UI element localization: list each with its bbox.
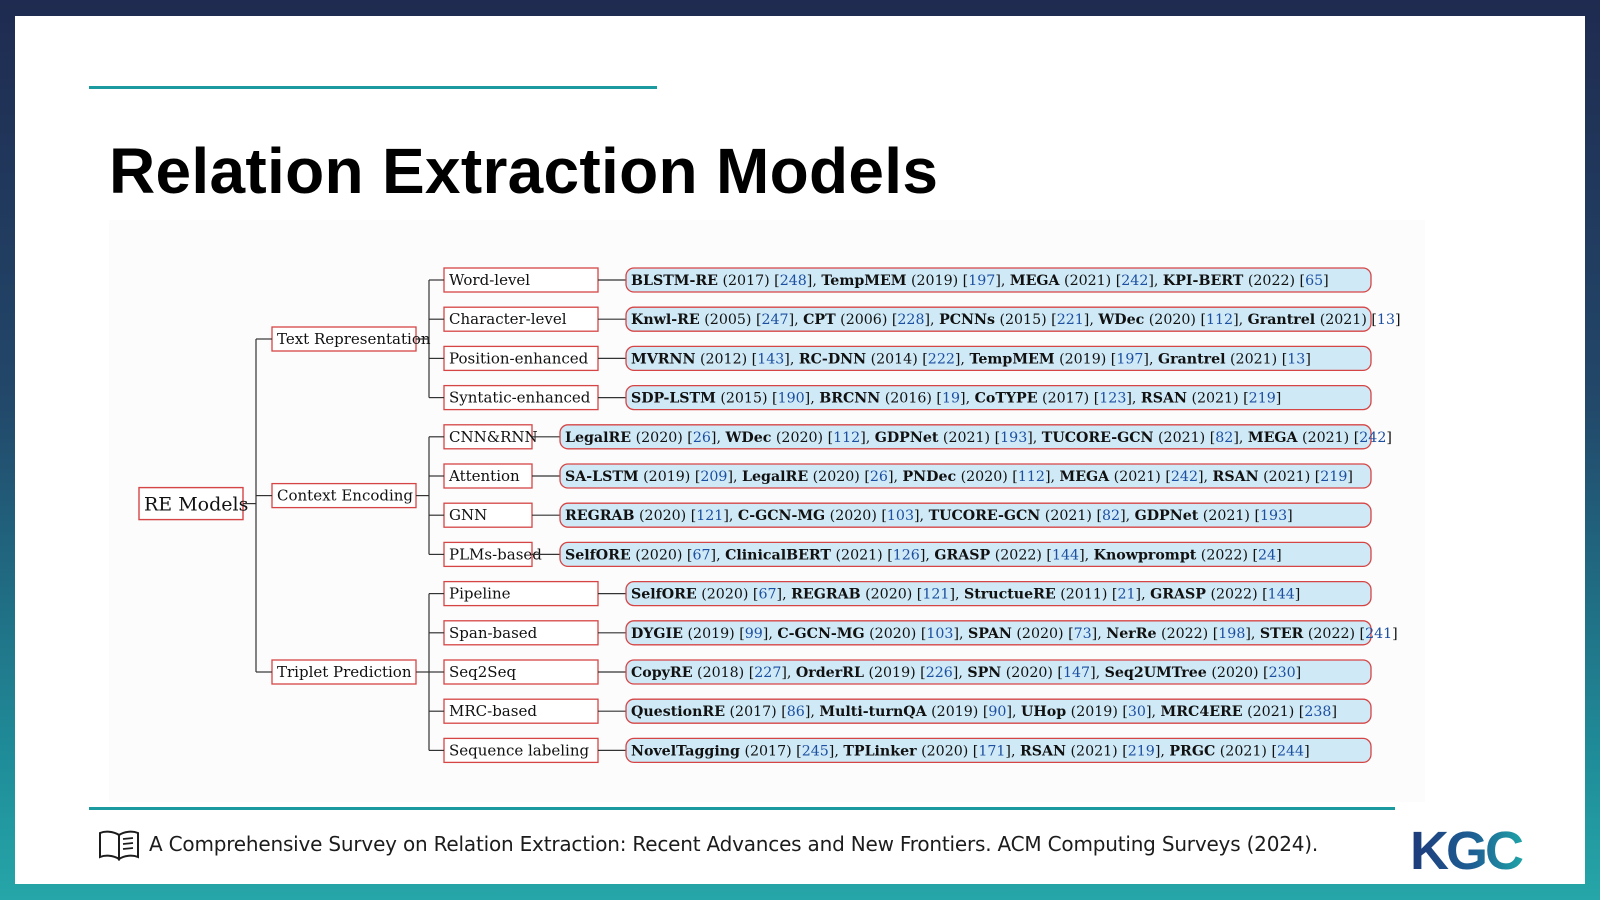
model-year: (2022) [	[1243, 273, 1306, 289]
model-year: (2019) [	[683, 625, 745, 642]
model-name: Seq2UMTree	[1104, 665, 1207, 681]
model-name: KPI-BERT	[1162, 273, 1244, 289]
model-list-node	[626, 621, 1398, 645]
model-name: PRGC	[1169, 743, 1216, 760]
subcategory-label: MRC-based	[449, 702, 537, 721]
model-list-text: DYGIE (2019) [99], C-GCN-MG (2020) [103], SPAN (2020) [73], NerRe (2022) [198], STER (2022) [241]	[631, 625, 1398, 642]
model-name: RC-DNN	[798, 351, 867, 368]
model-year: (2020) [	[771, 429, 834, 446]
model-name: OrderRL	[795, 665, 864, 681]
root-node	[139, 488, 248, 520]
citation-text: A Comprehensive Survey on Relation Extraction: Recent Advances and New Frontiers. ACM Computing Surveys (2024).	[149, 832, 1319, 856]
model-ref: 222	[927, 351, 955, 368]
model-name: STER	[1259, 625, 1304, 642]
model-year: (2019) [	[1066, 704, 1128, 721]
re-models-tree-diagram	[109, 220, 1425, 802]
model-name: DYGIE	[631, 625, 683, 642]
model-year: (2020) [	[1206, 665, 1269, 681]
model-name: Multi-turnQA	[819, 704, 927, 721]
model-ref: 103	[886, 508, 914, 525]
model-name: UHop	[1021, 704, 1067, 721]
model-list-node	[626, 582, 1371, 606]
model-ref: 248	[779, 273, 807, 289]
model-ref: 82	[1215, 429, 1234, 446]
model-ref: 67	[692, 547, 711, 564]
model-ref: 67	[758, 586, 777, 603]
model-name: WDec	[1098, 312, 1145, 329]
subcategory-node	[444, 582, 598, 606]
model-list-text: Knwl-RE (2005) [247], CPT (2006) [228], PCNNs (2015) [221], WDec (2020) [112], Grantrel (2021) [13]	[631, 312, 1401, 329]
model-ref: 226	[925, 665, 953, 681]
model-year: (2021) [	[1040, 508, 1103, 525]
model-list-text: SDP-LSTM (2015) [190], BRCNN (2016) [19], CoTYPE (2017) [123], RSAN (2021) [219]	[631, 390, 1282, 407]
model-list-node	[626, 660, 1371, 684]
category-label: Context Encoding	[277, 486, 414, 505]
model-ref: 73	[1073, 625, 1092, 642]
model-name: Grantrel	[1247, 312, 1316, 329]
model-name: SDP-LSTM	[631, 390, 716, 407]
model-year: (2020) [	[956, 469, 1018, 485]
model-year: (2017) [	[739, 743, 802, 760]
subcategory-node	[444, 268, 598, 292]
root-label: RE Models	[144, 493, 249, 516]
model-ref: 121	[696, 508, 724, 525]
model-year: (2021) [	[1242, 704, 1305, 721]
category-node	[272, 484, 416, 508]
model-name: MEGA	[1059, 469, 1110, 485]
subcategory-node	[444, 386, 598, 410]
subcategory-label: Position-enhanced	[449, 349, 589, 368]
model-ref: 26	[869, 469, 888, 485]
model-name: QuestionRE	[631, 704, 726, 721]
model-ref: 228	[897, 312, 925, 329]
model-name: MRC4ERE	[1160, 704, 1243, 721]
subcategory-label: CNN&RNN	[449, 427, 538, 446]
model-ref: 13	[1376, 312, 1395, 329]
model-name: BLSTM-RE	[631, 273, 718, 289]
model-ref: 21	[1117, 586, 1136, 603]
top-accent-rule	[89, 86, 657, 89]
model-year: (2020) [	[634, 508, 697, 525]
model-ref: 90	[988, 704, 1007, 721]
model-ref: 86	[786, 704, 805, 721]
model-name: Knowprompt	[1093, 547, 1197, 564]
slide-canvas	[15, 16, 1585, 884]
model-name: CPT	[803, 312, 836, 329]
model-year: (2022) [	[990, 547, 1052, 564]
model-list-text: LegalRE (2020) [26], WDec (2020) [112], GDPNet (2021) [193], TUCORE-GCN (2021) [82], MEGA (2021) [242]	[565, 429, 1392, 446]
subcategory-label: PLMs-based	[449, 545, 542, 564]
bottom-accent-rule	[89, 807, 1395, 810]
model-list-text: SelfORE (2020) [67], REGRAB (2020) [121], StructueRE (2011) [21], GRASP (2022) [144]	[631, 586, 1301, 603]
model-year: (2020) [	[1144, 312, 1206, 329]
model-ref: 230	[1268, 665, 1296, 681]
model-year: (2016) [	[880, 390, 942, 407]
model-year: (2019) [	[863, 665, 926, 681]
model-year: (2019) [	[906, 273, 969, 289]
model-year: (2020) [	[631, 429, 693, 446]
model-ref: 247	[761, 312, 789, 329]
model-ref: 143	[757, 351, 785, 368]
model-name: MVRNN	[631, 351, 696, 368]
model-year: (2020) [	[1011, 625, 1074, 642]
model-ref: 82	[1102, 508, 1121, 525]
subcategory-node	[444, 503, 532, 527]
model-ref: 227	[754, 665, 782, 681]
model-ref: 193	[1260, 508, 1288, 525]
model-year: (2021) [	[1315, 312, 1377, 329]
model-ref: 238	[1304, 704, 1332, 721]
model-name: TempMEM	[821, 273, 907, 289]
subcategory-label: Attention	[449, 467, 520, 485]
model-year: (2019) [	[638, 469, 701, 485]
model-ref: 144	[1051, 547, 1080, 564]
model-name: RSAN	[1140, 390, 1187, 407]
model-ref: 209	[700, 469, 728, 485]
model-list-node	[560, 503, 1371, 527]
model-ref: 219	[1320, 469, 1348, 485]
category-node	[272, 327, 431, 351]
subcategory-label: Seq2Seq	[449, 663, 517, 681]
model-name: TUCORE-GCN	[928, 508, 1041, 525]
model-year: (2018) [	[692, 665, 755, 681]
model-year: (2006) [	[835, 312, 898, 329]
model-year: (2021) [	[1258, 469, 1321, 485]
subcategory-node	[444, 699, 598, 723]
model-year: (2019) [	[926, 704, 989, 721]
model-year: (2020) [	[864, 625, 927, 642]
model-ref: 26	[692, 429, 711, 446]
model-name: GRASP	[934, 547, 991, 564]
model-year: (2014) [	[866, 351, 928, 368]
model-name: StructueRE	[964, 586, 1056, 603]
category-label: Text Representation	[277, 330, 431, 348]
category-label: Triplet Prediction	[277, 663, 412, 681]
model-ref: 219	[1248, 390, 1276, 407]
model-name: RSAN	[1019, 743, 1066, 760]
model-ref: 103	[926, 625, 954, 642]
model-name: MEGA	[1009, 273, 1060, 289]
model-name: SA-LSTM	[565, 469, 639, 485]
model-name: NovelTagging	[631, 743, 740, 760]
subcategory-label: Sequence labeling	[449, 741, 590, 760]
model-list-node	[560, 464, 1371, 488]
model-list-text: CopyRE (2018) [227], OrderRL (2019) [226], SPN (2020) [147], Seq2UMTree (2020) [230]	[631, 665, 1302, 681]
model-ref: 99	[744, 625, 763, 642]
model-year: (2019) [	[1054, 351, 1117, 368]
model-year: (2017) [	[717, 273, 780, 289]
model-ref: 147	[1062, 665, 1091, 681]
model-name: REGRAB	[565, 508, 635, 525]
model-list-node	[560, 425, 1392, 449]
model-list-text: NovelTagging (2017) [245], TPLinker (2020) [171], RSAN (2021) [219], PRGC (2021) [244]	[631, 743, 1310, 760]
subcategory-label: Character-level	[449, 310, 567, 329]
subcategory-node	[444, 660, 598, 684]
model-year: (2011) [	[1055, 586, 1118, 603]
taxonomy-figure	[109, 220, 1425, 802]
model-name: BRCNN	[819, 390, 881, 407]
model-ref: 30	[1127, 704, 1146, 721]
model-year: (2020) [	[696, 586, 759, 603]
model-year: (2021) [	[1215, 743, 1277, 760]
model-name: C-GCN-MG	[737, 508, 826, 525]
model-list-text: BLSTM-RE (2017) [248], TempMEM (2019) [197], MEGA (2021) [242], KPI-BERT (2022) [65]	[631, 273, 1329, 289]
model-list-text: SelfORE (2020) [67], ClinicalBERT (2021) [126], GRASP (2022) [144], Knowprompt (2022) [24]	[565, 547, 1282, 564]
model-list-node	[626, 699, 1371, 723]
model-name: TUCORE-GCN	[1041, 429, 1154, 446]
model-ref: 112	[833, 429, 861, 446]
model-ref: 242	[1121, 273, 1149, 289]
model-name: CopyRE	[631, 665, 693, 681]
model-year: (2015) [	[994, 312, 1057, 329]
model-year: (2021) [	[1225, 351, 1288, 368]
model-year: (2021) [	[1198, 508, 1261, 525]
subcategory-node	[444, 425, 538, 449]
model-name: SelfORE	[631, 586, 697, 603]
subcategory-label: GNN	[449, 506, 488, 525]
model-name: TempMEM	[969, 351, 1055, 368]
model-name: LegalRE	[742, 469, 809, 485]
model-year: (2021) [	[1186, 390, 1249, 407]
model-name: WDec	[725, 429, 772, 446]
model-name: LegalRE	[565, 429, 632, 446]
subcategory-label: Pipeline	[449, 584, 511, 603]
model-year: (2021) [	[1297, 429, 1360, 446]
model-year: (2020) [	[825, 508, 887, 525]
model-ref: 121	[922, 586, 950, 603]
open-book-icon	[97, 828, 141, 862]
model-year: (2022) [	[1303, 625, 1366, 642]
subcategory-node	[444, 346, 598, 370]
model-ref: 244	[1277, 743, 1305, 760]
model-name: PNDec	[902, 469, 957, 485]
model-ref: 190	[777, 390, 805, 407]
model-list-node	[560, 542, 1371, 566]
model-ref: 219	[1127, 743, 1155, 760]
subcategory-label: Span-based	[449, 623, 538, 642]
model-list-node	[626, 307, 1401, 331]
subcategory-node	[444, 464, 532, 488]
model-ref: 112	[1205, 312, 1234, 329]
model-list-node	[626, 386, 1371, 410]
model-name: ClinicalBERT	[725, 547, 831, 564]
subcategory-node	[444, 621, 598, 645]
subcategory-node	[444, 542, 542, 566]
model-year: (2022) [	[1205, 586, 1268, 603]
model-name: Grantrel	[1157, 351, 1226, 368]
model-list-text: REGRAB (2020) [121], C-GCN-MG (2020) [103], TUCORE-GCN (2021) [82], GDPNet (2021) [193]	[565, 508, 1293, 525]
model-ref: 198	[1218, 625, 1246, 642]
model-name: MEGA	[1247, 429, 1298, 446]
model-year: (2021) [	[1066, 743, 1128, 760]
model-ref: 245	[801, 743, 829, 760]
model-ref: 126	[892, 547, 920, 564]
model-ref: 144	[1267, 586, 1295, 603]
model-name: GRASP	[1150, 586, 1206, 603]
model-list-node	[626, 738, 1371, 762]
model-year: (2021) [	[1153, 429, 1216, 446]
model-name: C-GCN-MG	[777, 625, 865, 642]
model-name: GDPNet	[1134, 508, 1199, 525]
model-name: GDPNet	[874, 429, 939, 446]
model-year: (2017) [	[1037, 390, 1100, 407]
model-name: CoTYPE	[974, 390, 1038, 407]
category-node	[272, 660, 416, 684]
model-list-text: MVRNN (2012) [143], RC-DNN (2014) [222], TempMEM (2019) [197], Grantrel (2021) [13]	[631, 351, 1311, 368]
model-name: RSAN	[1212, 469, 1259, 485]
model-year: (2005) [	[699, 312, 762, 329]
model-name: NerRe	[1106, 625, 1157, 642]
model-name: SelfORE	[565, 547, 631, 564]
slide-title: Relation Extraction Models	[109, 135, 939, 207]
model-name: SPAN	[968, 625, 1012, 642]
model-name: PCNNs	[939, 312, 995, 329]
model-year: (2020) [	[630, 547, 693, 564]
model-name: SPN	[967, 665, 1002, 681]
model-year: (2020) [	[916, 743, 979, 760]
model-year: (2020) [	[860, 586, 923, 603]
model-year: (2022) [	[1196, 547, 1259, 564]
subcategory-label: Syntatic-enhanced	[449, 388, 591, 407]
model-name: TPLinker	[843, 743, 917, 760]
model-name: Knwl-RE	[631, 312, 700, 329]
model-year: (2021) [	[831, 547, 893, 564]
model-ref: 65	[1305, 273, 1324, 289]
model-year: (2020) [	[808, 469, 870, 485]
model-ref: 193	[1000, 429, 1028, 446]
model-ref: 221	[1056, 312, 1084, 329]
subcategory-label: Word-level	[449, 271, 531, 289]
model-ref: 13	[1287, 351, 1306, 368]
model-ref: 171	[978, 743, 1006, 760]
model-list-text: QuestionRE (2017) [86], Multi-turnQA (2019) [90], UHop (2019) [30], MRC4ERE (2021) [238]	[631, 704, 1337, 721]
model-year: (2021) [	[1059, 273, 1122, 289]
model-year: (2012) [	[695, 351, 758, 368]
model-ref: 242	[1170, 469, 1198, 485]
model-ref: 242	[1359, 429, 1387, 446]
model-year: (2017) [	[725, 704, 787, 721]
model-list-node	[626, 268, 1371, 292]
kgc-logo	[1408, 822, 1548, 878]
model-year: (2022) [	[1156, 625, 1219, 642]
model-ref: 112	[1017, 469, 1045, 485]
subcategory-node	[444, 738, 598, 762]
model-list-text: SA-LSTM (2019) [209], LegalRE (2020) [26], PNDec (2020) [112], MEGA (2021) [242], RSAN (2021) [219]	[565, 469, 1353, 485]
model-year: (2021) [	[1109, 469, 1171, 485]
model-ref: 241	[1365, 625, 1393, 642]
model-list-node	[626, 346, 1371, 370]
subcategory-node	[444, 307, 598, 331]
model-year: (2015) [	[715, 390, 778, 407]
model-year: (2020) [	[1001, 665, 1063, 681]
model-ref: 123	[1099, 390, 1127, 407]
model-ref: 24	[1258, 547, 1277, 564]
model-ref: 197	[1116, 351, 1144, 368]
model-ref: 19	[941, 390, 961, 407]
model-year: (2021) [	[938, 429, 1001, 446]
svg-text:KGC: KGC	[1410, 822, 1521, 878]
model-ref: 197	[968, 273, 996, 289]
model-name: REGRAB	[791, 586, 861, 603]
